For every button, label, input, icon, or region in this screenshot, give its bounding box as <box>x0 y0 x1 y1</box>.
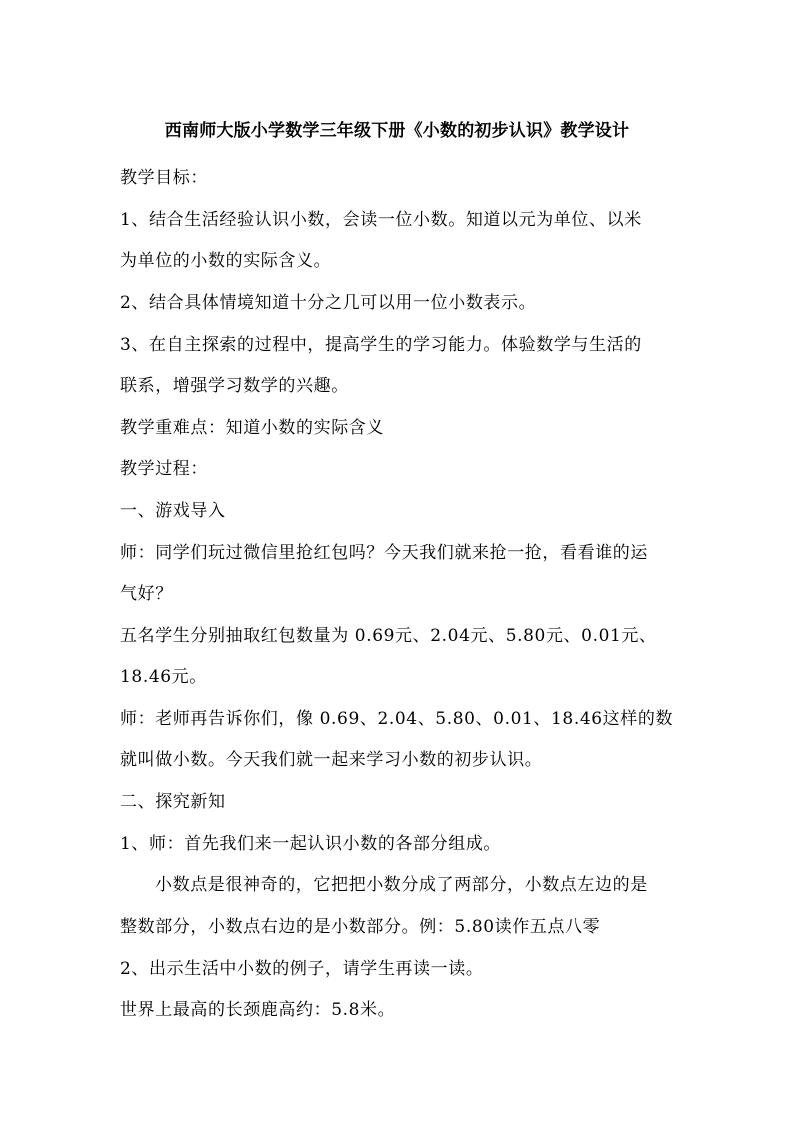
text-line-step-1: 1、师：首先我们来一起认识小数的各部分组成。 <box>120 834 502 854</box>
text-line-red-envelope-amounts-cont: 18.46元。 <box>120 667 207 687</box>
text-line-decimal-point-desc-cont: 整数部分，小数点右边的是小数部分。例：5.80读作五点八零 <box>120 917 601 937</box>
text-line-giraffe-example: 世界上最高的长颈鹿高约：5.8米。 <box>120 1000 396 1020</box>
document-title: 西南师大版小学数学三年级下册《小数的初步认识》教学设计 <box>164 121 630 141</box>
text-line-decimal-point-desc: 小数点是很神奇的，它把把小数分成了两部分，小数点左边的是 <box>155 875 648 895</box>
text-line-goal-2: 2、结合具体情境知道十分之几可以用一位小数表示。 <box>120 293 537 313</box>
text-line-goal-1-cont: 为单位的小数的实际含义。 <box>120 251 332 271</box>
text-line-goal-1: 1、结合生活经验认识小数，会读一位小数。知道以元为单位、以米 <box>120 210 642 230</box>
text-line-key-points: 教学重难点：知道小数的实际含义 <box>120 418 384 438</box>
text-line-teacher-explain-cont: 就叫做小数。今天我们就一起来学习小数的初步认识。 <box>120 750 543 770</box>
text-line-section-2-heading: 二、探究新知 <box>120 792 226 812</box>
text-line-goal-3: 3、在自主探索的过程中，提高学生的学习能力。体验数学与生活的 <box>120 335 642 355</box>
text-line-process-heading: 教学过程： <box>120 459 208 479</box>
text-line-goal-3-cont: 联系，增强学习数学的兴趣。 <box>120 376 349 396</box>
text-line-teacher-explain: 师：老师再告诉你们，像 0.69、2.04、5.80、0.01、18.46这样的数 <box>120 709 674 729</box>
text-line-step-2: 2、出示生活中小数的例子，请学生再读一读。 <box>120 959 484 979</box>
text-line-teacher-intro-cont: 气好？ <box>120 584 173 604</box>
text-line-teacher-intro: 师：同学们玩过微信里抢红包吗？今天我们就来抢一抢，看看谁的运 <box>120 543 648 563</box>
text-line-teaching-goals-heading: 教学目标： <box>120 168 208 188</box>
text-line-red-envelope-amounts: 五名学生分别抽取红包数量为 0.69元、2.04元、5.80元、0.01元、 <box>120 626 657 646</box>
text-line-section-1-heading: 一、游戏导入 <box>120 501 226 521</box>
